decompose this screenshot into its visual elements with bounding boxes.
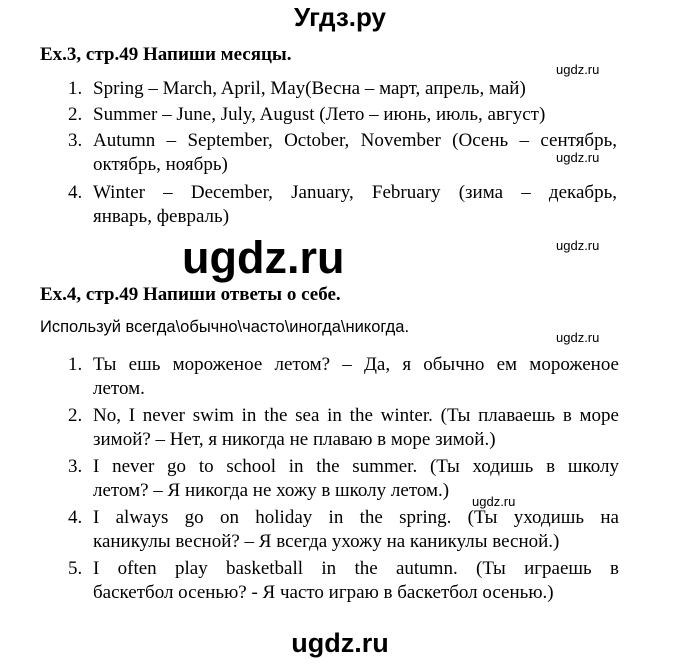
ex4-item-3-text-cont: летом? – Я никогда не хожу в школу летом.)	[93, 480, 450, 501]
ex3-item-3-text: Autumn – September, October, November (Осень – сентябрь,	[93, 130, 617, 151]
ex4-item-5-text: I often play basketball in the autumn. (Ты играешь в	[93, 558, 619, 579]
ex3-item-3-number: 3.	[68, 130, 83, 151]
ex4-item-2-text: No, I never swim in the sea in the winter. (Ты плаваешь в море	[93, 405, 619, 426]
ex4-item-5-number: 5.	[68, 558, 83, 579]
watermark-bottom: ugdz.ru	[291, 628, 389, 658]
ex4-item-1-text-cont: летом.	[93, 378, 145, 399]
ex3-item-1-number: 1.	[68, 78, 83, 99]
ex4-heading: Ex.4, стр.49 Напиши ответы о себе.	[40, 284, 341, 305]
watermark-small: ugdz.ru	[556, 62, 600, 77]
watermark-small: ugdz.ru	[556, 150, 600, 165]
watermark-small: ugdz.ru	[472, 494, 516, 509]
ex4-item-4-text: I always go on holiday in the spring. (Ты уходишь на	[93, 507, 619, 528]
ex4-item-2-number: 2.	[68, 405, 83, 426]
ex3-item-4-text-cont: январь, февраль)	[93, 206, 230, 227]
ex4-item-3-number: 3.	[68, 456, 83, 477]
ex4-item-2-text-cont: зимой? – Нет, я никогда не плаваю в море зимой.)	[93, 429, 496, 450]
ex3-item-2-number: 2.	[68, 104, 83, 125]
watermark-small: ugdz.ru	[556, 238, 600, 253]
ex3-item-2-text: Summer – June, July, August (Лето – июнь, июль, август)	[93, 104, 546, 125]
ex4-item-4-text-cont: каникулы весной? – Я всегда ухожу на каникулы весной.)	[93, 531, 560, 552]
ex3-item-4-text: Winter – December, January, February (зима – декабрь,	[93, 182, 617, 203]
ex4-item-5-text-cont: баскетбол осенью? - Я часто играю в баскетбол осенью.)	[93, 582, 554, 603]
watermark-large: ugdz.ru	[182, 232, 345, 283]
ex3-item-4-number: 4.	[68, 182, 83, 203]
ex4-item-1-number: 1.	[68, 354, 83, 375]
ex4-item-4-number: 4.	[68, 507, 83, 528]
watermark-small: ugdz.ru	[556, 330, 600, 345]
ex4-item-3-text: I never go to school in the summer. (Ты ходишь в школу	[93, 456, 619, 477]
ex4-item-1-text: Ты ешь мороженое летом? – Да, я обычно ем мороженое	[93, 354, 619, 375]
site-title: Угдз.ру	[294, 2, 386, 32]
ex4-instruction: Используй всегда\обычно\часто\иногда\никогда.	[40, 318, 410, 336]
ex3-heading: Ex.3, стр.49 Напиши месяцы.	[40, 44, 292, 65]
ex3-item-1-text: Spring – March, April, May(Весна – март, апрель, май)	[93, 78, 526, 99]
ex3-item-3-text-cont: октябрь, ноябрь)	[93, 154, 228, 175]
